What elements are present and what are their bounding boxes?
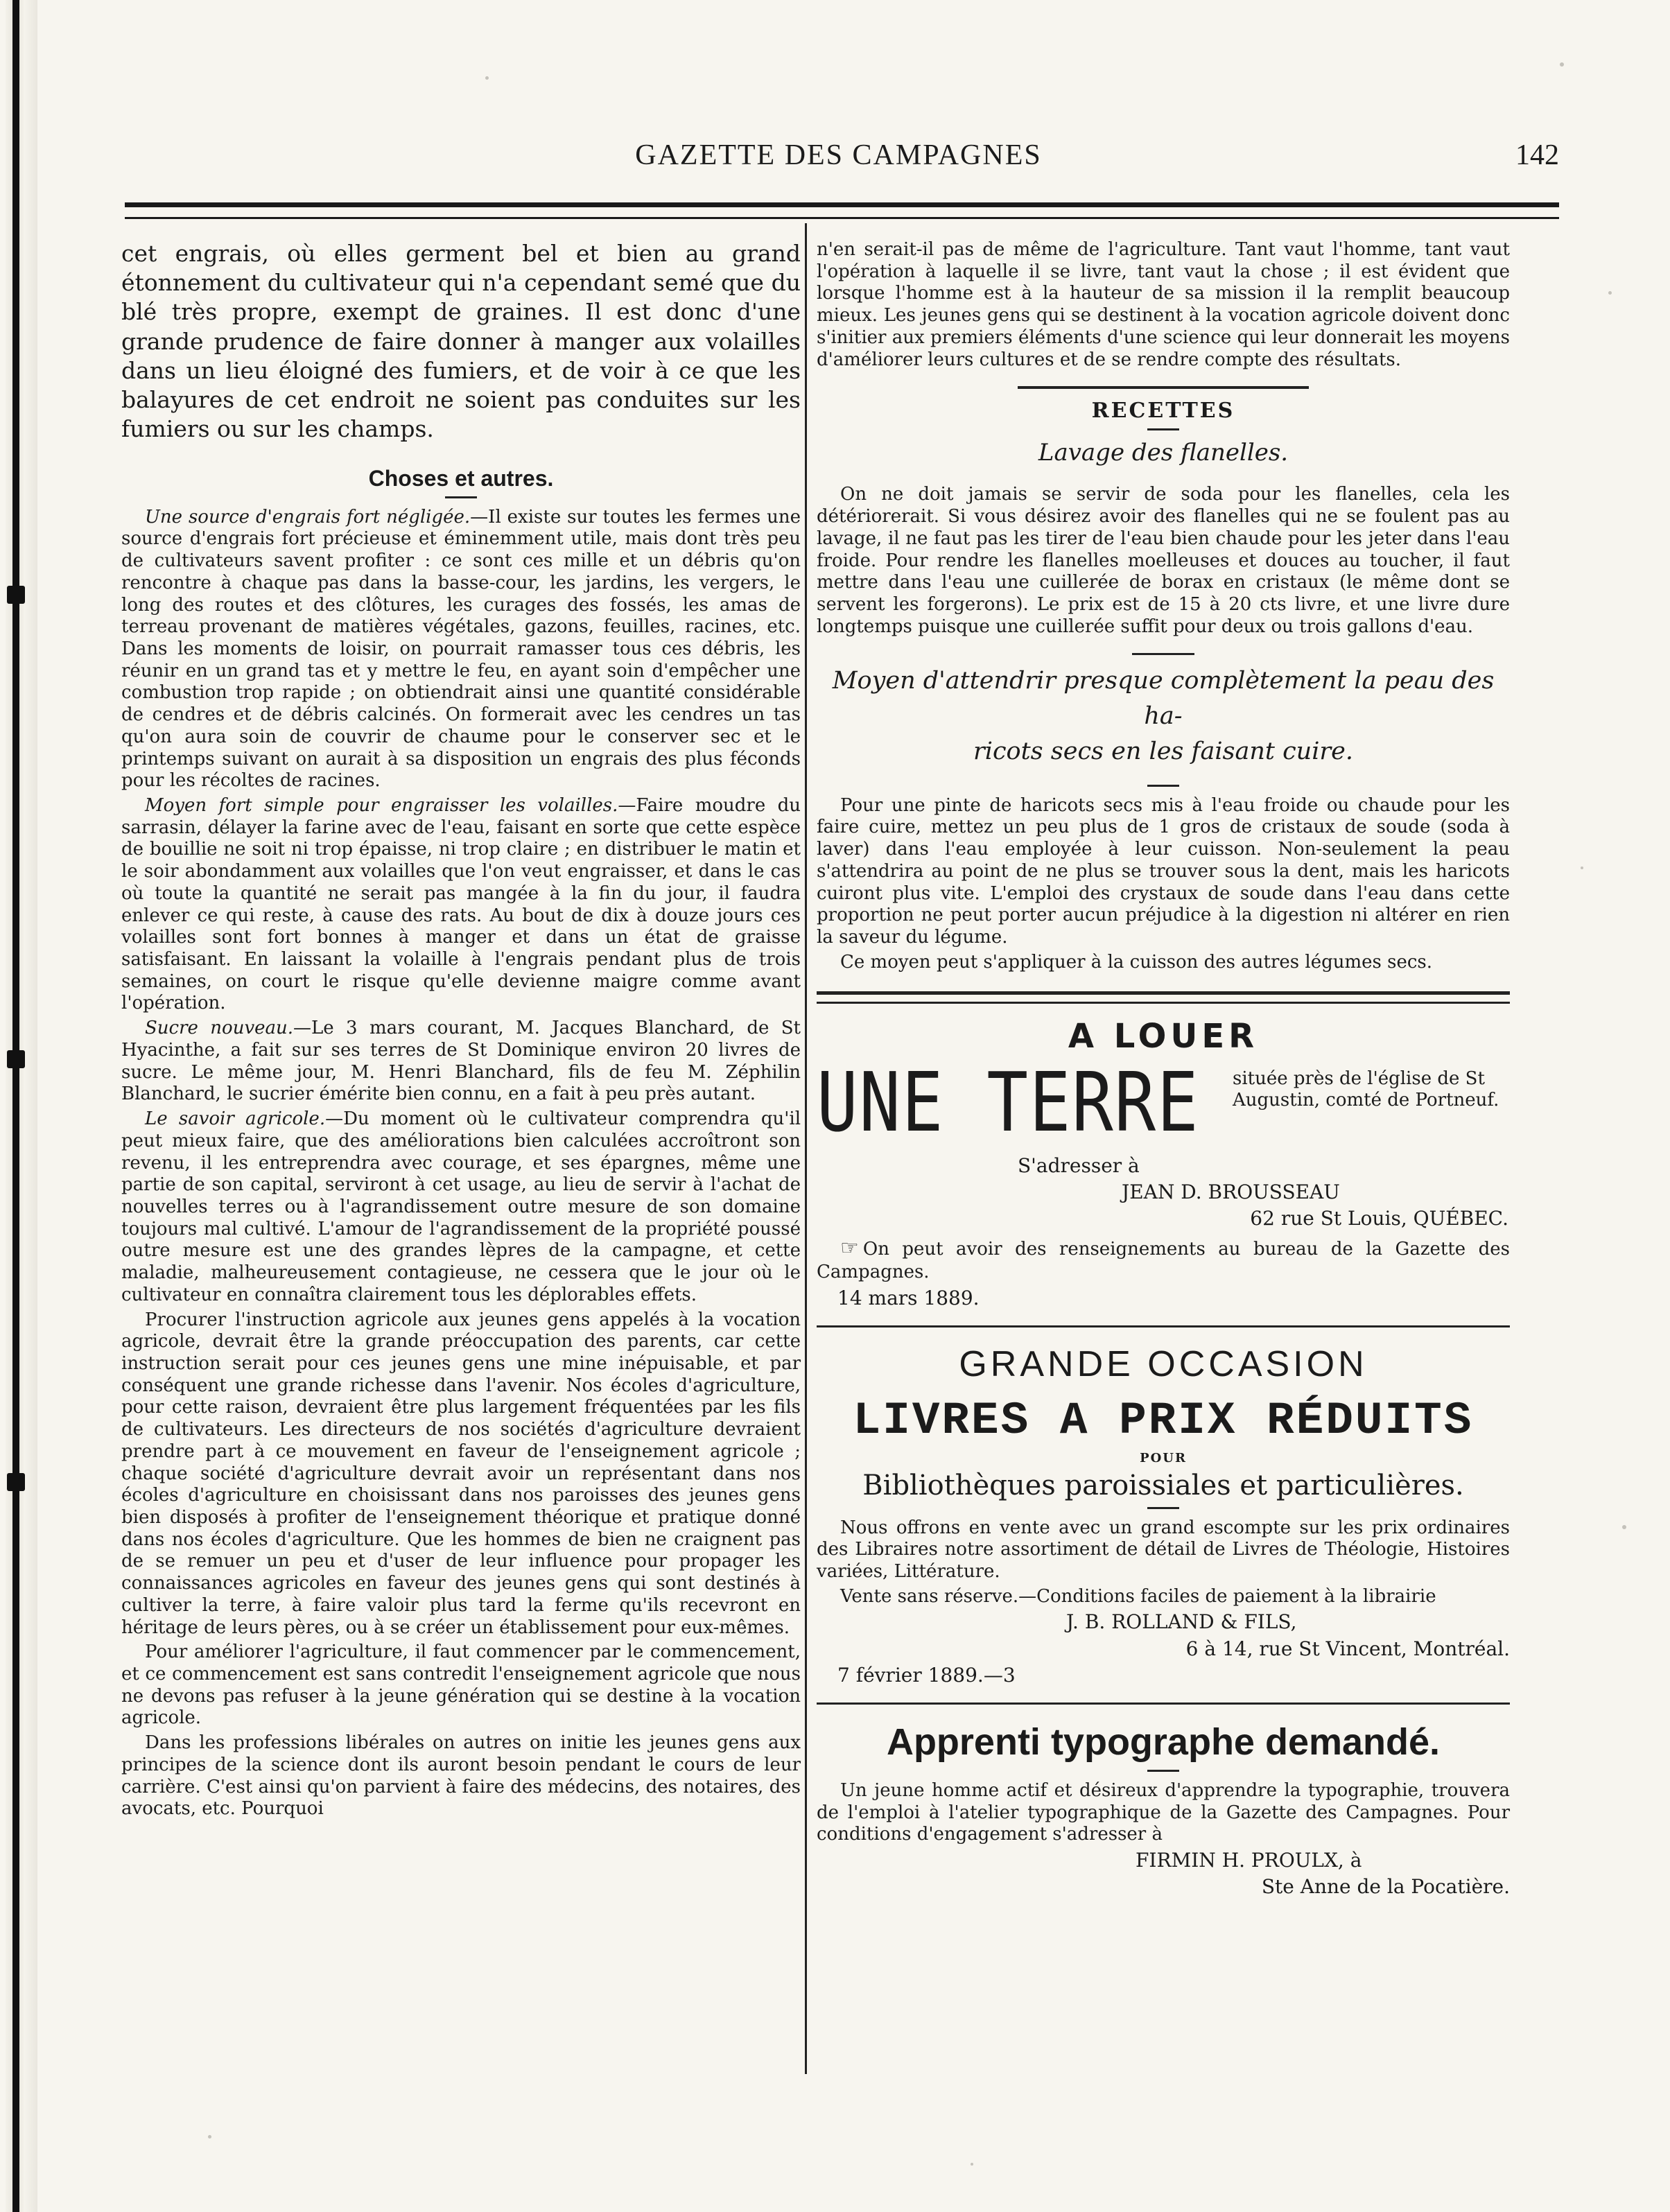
scan-speck <box>1560 62 1564 67</box>
body-paragraph: Procurer l'instruction agricole aux jeunes gens appelés à la vocation agricole, devrait être la grande préoccupation des parents, car cette instruction serait pour ces jeunes gens une mine inépuisable, et par conséquent une grande richesse dans l'avenir. Nos écoles d'agriculture, pour cette raison, devraient être plus largement fréquentées par les fils de cultivateurs. Les directeurs de nos sociétés d'agriculture devraient prendre part à ce mouvement en faveur de l'enseignement agricole ; chaque société d'agriculture devrait avoir un représentant dans nos écoles d'agriculture en choisissant dans nos paroisses des jeunes gens bien disposés à profiter de l'enseignement théorique et pratique donné dans nos écoles d'agriculture. Que les hommes de bien ne craignent pas de se remuer un peu et d'user de leur influence pour propager les connaissances agricoles en faveur des jeunes gens qui sont destinés à cultiver la terre, à faire valoir plus tard la ferme qu'ils recevront en héritage de leurs pères, ou à se créer un établissement pour eux-mêmes. <box>121 1309 801 1638</box>
ad-subtitle: Bibliothèques paroissiales et particulières. <box>862 1469 1464 1501</box>
article-body: —Du moment où le cultivateur comprendra qu'il peut mieux faire, que des améliorations bien calculées accroîtront son revenu, il les entreprendra avec courage, et ses épargnes, même une partie de son capital, serviront à cet usage, au lieu de servir à l'achat de nouvelles terres ou à l'agrandissement outre mesure de son domaine toujours mal cultivé. L'amour de l'agrandissement de la propriété poussé outre mesure est une des grandes lèpres de la campagne, et cette maladie, malheureusement contagieuse, ne cessera que le jour où le cultivateur en connaîtra clairement tous les déplorables effets. <box>121 1108 801 1305</box>
ad-contact-name: FIRMIN H. PROULX, à <box>1136 1848 1362 1872</box>
page-binding-edge <box>6 0 37 2212</box>
scan-speck <box>971 2163 973 2166</box>
body-paragraph: Dans les professions libérales on autres on initie les jeunes gens aux principes de la science dont ils auront besoin pendant le cours de leur carrière. C'est ainsi qu'on parvient à faire des médecins, des notaires, des avocats, etc. Pourquoi <box>121 1732 801 1820</box>
ad-separator-rule <box>817 1325 1510 1327</box>
ad-pour: POUR <box>1140 1450 1187 1465</box>
section-rule <box>1018 386 1309 389</box>
column-divider <box>805 223 807 2074</box>
article <box>121 1108 801 1306</box>
continuation-paragraph: n'en serait-il pas de même de l'agriculture. Tant vaut l'homme, tant vaut l'opération à laquelle il se livre, tant vaut la chose ; il est évident que lorsque l'homme est à la hauteur de sa mission il la remplit beaucoup mieux. Les jeunes gens qui se destinent à la vocation agricole doivent donc s'initier aux premiers éléments d'une science qui leur donnerait les moyens d'améliorer leurs cultures et de se rendre compte des résultats. <box>817 239 1510 370</box>
small-rule <box>1147 1770 1179 1772</box>
recipe-body: On ne doit jamais se servir de soda pour les flanelles, cela les détériorerait. Si vous désirez avoir des flanelles qui ne se foulent pas au lavage, il ne faut pas les tirer de l'eau bien chaude pour les jeter dans l'eau froide. Pour rendre les flanelles moelleuses et douces au toucher, il faut mettre dans l'eau une cuillerée de borax en cristaux (le même dont se servent les forgerons). Le prix est de 15 à 20 cts livre, et une livre dure longtemps puisque une cuillerée suffit pour deux ou trois gallons d'eau. <box>817 484 1510 637</box>
ad-title: LIVRES A PRIX RÉDUITS <box>853 1395 1474 1447</box>
scan-speck <box>1581 866 1583 869</box>
ad-date: 14 mars 1889. <box>837 1286 980 1309</box>
binding-notch <box>7 1473 25 1491</box>
right-column <box>817 239 1510 1901</box>
ad-heading: Apprenti typographe demandé. <box>886 1721 1441 1763</box>
scan-speck <box>485 76 489 80</box>
binding-notch <box>7 1050 25 1068</box>
page-number: 142 <box>1515 139 1559 171</box>
ad-separator-rule <box>817 991 1510 1004</box>
recipe-body: Pour une pinte de haricots secs mis à l'eau froide ou chaude pour les faire cuire, mettez un peu plus de 1 gros de cristaux de soude (soda à laver) dans l'eau employée à leur cuisson. Non-seulement la peau s'attendrira au point de ne plus se trouver sous la dent, mais les haricots cuiront plus vite. L'emploi des crystaux de soude dans l'eau dans cette proportion ne peut porter aucun préjudice à la digestion ni altérer en rien la saveur du légume. <box>817 794 1510 948</box>
recipe-title <box>817 663 1510 769</box>
ad-side-text: située près de l'église de St Augustin, comté de Portneuf. <box>1233 1068 1499 1111</box>
ad-conditions: Vente sans réserve.—Conditions faciles de paiement à la librairie <box>840 1585 1436 1607</box>
ad-contact-address: 6 à 14, rue St Vincent, Montréal. <box>1185 1637 1510 1660</box>
recipe-note: Ce moyen peut s'appliquer à la cuisson des autres légumes secs. <box>840 951 1433 973</box>
recipe-title-line: Moyen d'attendrir presque complètement la peau des ha- <box>832 667 1495 731</box>
article <box>121 795 801 1015</box>
article <box>121 1018 801 1106</box>
binding-bar <box>12 0 19 2212</box>
body-paragraph: Pour améliorer l'agriculture, il faut commencer par le commencement, et ce commencement est sans contredit l'enseignement agricole que nous ne devons pas refuser à la jeune génération qui se destine à la vocation agricole. <box>121 1641 801 1729</box>
ad-note-text: On peut avoir des renseignements au bureau de la Gazette des Campagnes. <box>817 1239 1510 1283</box>
article-title: Moyen fort simple pour engraisser les volailles. <box>145 795 618 817</box>
section-title: Choses et autres. <box>368 465 554 491</box>
small-rule <box>1147 1507 1179 1509</box>
article-title: Une source d'engrais fort négligée. <box>145 506 471 528</box>
small-rule <box>1147 428 1179 430</box>
recipe-title: Lavage des flanelles. <box>1038 438 1289 467</box>
scan-speck <box>1622 1525 1626 1529</box>
binding-notch <box>7 586 25 604</box>
small-rule <box>1132 653 1194 655</box>
recipe-title-line: ricots secs en les faisant cuire. <box>973 737 1353 765</box>
ad-separator-rule <box>817 1702 1510 1705</box>
ad-apprenti <box>817 1720 1510 1899</box>
ad-body: Nous offrons en vente avec un grand escompte sur les prix ordinaires des Libraires notre assortiment de détail de Livres de Théologie, Histoires variées, Littérature. <box>817 1517 1510 1583</box>
header-double-rule <box>125 202 1559 219</box>
ad-grande-occasion <box>817 1343 1510 1687</box>
ad-a-louer <box>817 1016 1510 1309</box>
left-column <box>121 239 801 1823</box>
journal-title: GAZETTE DES CAMPAGNES <box>635 139 1042 171</box>
ad-address-intro: S'adresser à <box>1018 1153 1140 1177</box>
scan-speck <box>208 2135 211 2139</box>
ad-body: Un jeune homme actif et désireux d'apprendre la typographie, trouvera de l'emploi à l'atelier typographique de la Gazette des Campagnes. Pour conditions d'engagement s'adresser à <box>817 1779 1510 1845</box>
small-rule <box>445 496 477 498</box>
article-title: Le savoir agricole. <box>145 1108 326 1130</box>
scan-speck <box>1608 291 1612 295</box>
ad-note <box>817 1236 1510 1283</box>
article-body: —Le 3 mars courant, M. Jacques Blanchard, de St Hyacinthe, a fait sur ses terres de St Dominique environ 20 livres de sucre. Le même jour, M. Henri Blanchard, fils de feu M. Zéphilin Blanchard, le sucrier émérite bien connu, en a fait à peu près autant. <box>121 1018 801 1105</box>
recettes-heading: RECETTES <box>1091 399 1235 424</box>
ad-date: 7 février 1889.—3 <box>837 1663 1016 1687</box>
ad-contact-address: Ste Anne de la Pocatière. <box>1261 1875 1510 1899</box>
small-rule <box>1147 785 1179 787</box>
ad-contact-address: 62 rue St Louis, QUÉBEC. <box>1250 1207 1508 1230</box>
ad-big-text: UNE TERRE <box>817 1054 1200 1150</box>
continuation-paragraph: cet engrais, où elles germent bel et bien au grand étonnement du cultivateur qui n'a cependant semé que du blé très propre, exempt de graines. Il est donc d'une grande prudence de faire donner à manger aux volailles dans un lieu éloigné des fumiers, et de voir à ce que les balayures de cet endroit ne soient pas conduites sur les fumiers ou sur les champs. <box>121 240 801 443</box>
ad-contact-name: J. B. ROLLAND & FILS, <box>1066 1610 1297 1634</box>
ad-heading: A LOUER <box>1068 1017 1259 1056</box>
running-head <box>118 139 1559 180</box>
article <box>121 507 801 792</box>
article-body: —Faire moudre du sarrasin, délayer la farine avec de l'eau, faisant en sorte que cette espèce de bouillie ne soit ni trop épaisse, ni trop claire ; en distribuer le matin et le soir abondamment aux volailles que l'on veut engraisser, et dans le cas où toute la quantité ne serait pas mangée à la fin du jour, il faudra enlever ce qui reste, à cause des rats. Au bout de dix à douze jours ces volailles sont fort bonnes à manger et dans un état de graisse satisfaisant. En laissant la volaille à l'engrais pendant plus de trois semaines, on court le risque qu'elle devienne maigre comme avant l'opération. <box>121 795 801 1014</box>
ad-contact-name: JEAN D. BROUSSEAU <box>1122 1181 1340 1204</box>
ad-heading: GRANDE OCCASION <box>959 1343 1368 1384</box>
article-title: Sucre nouveau. <box>145 1018 294 1039</box>
pointing-hand-icon: ☞ <box>840 1236 859 1261</box>
ad-terre-row <box>817 1054 1510 1151</box>
article-body: —Il existe sur toutes les fermes une source d'engrais fort précieuse et éminemment utile, mais dont très peu de cultivateurs savent profiter : ce sont ces mille et un débris qu'on rencontre à chaque pas dans la basse-cour, les jardins, les vergers, le long des routes et des clôtures, les curages des fossés, les amas de terreau provenant de matières végétales, gazons, feuilles, racines, etc. Dans les moments de loisir, on pourrait ramasser tous ces débris, les réunir en un grand tas et y mettre le feu, en ayant soin d'empêcher une combustion trop rapide ; on obtiendrait ainsi une quantité considérable de cendres et de débris calcinés. On formerait avec les cendres un tas qu'on aura soin de couvrir de chaume pour le conserver sec et le printemps suivant on aurait à sa disposition un engrais des plus féconds pour les récoltes de racines. <box>121 506 801 792</box>
